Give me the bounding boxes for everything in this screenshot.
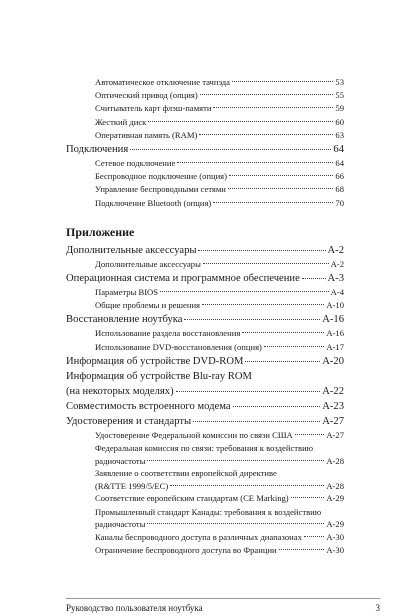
dot-leader [177,162,333,163]
toc-entry-page: A-28 [326,480,344,491]
dot-leader [148,121,333,122]
toc-entry-title: Сетевое подключение [95,158,176,169]
toc-entry-title: Ограничение беспроводного доступа во Франции [95,545,277,556]
toc-entry-page: 59 [335,103,344,114]
dot-leader [264,346,324,347]
toc-entry [66,544,344,557]
toc-entry-title: (на некоторых моделях) [66,385,174,397]
dot-leader [160,291,329,292]
dot-leader [202,304,324,305]
toc-entry-last-line [95,518,344,531]
toc-section-entry [66,399,344,414]
toc-entry-last-line [95,480,344,493]
toc-entry-title: Операционная система и программное обеспечение [66,273,300,285]
toc-entry-title: Дополнительные аксессуары [95,258,201,269]
toc-entry-page: A-29 [326,519,344,530]
toc-section-entry [66,384,344,399]
dot-leader [198,250,325,251]
dot-leader [229,175,333,176]
dot-leader [304,536,324,537]
toc-entry-page: A-29 [326,493,344,504]
table-of-contents [66,76,344,557]
toc-entry-title-line: Заявление о соответствии европейской директиве [95,468,277,479]
toc-entry [66,157,344,170]
toc-entry-multiline [66,467,344,492]
toc-entry-title: Использование DVD-восстановления (опция) [95,341,262,352]
toc-entry [66,286,344,299]
toc-entry [66,76,344,89]
toc-entry [66,531,344,544]
toc-section-entry [66,271,344,286]
toc-entry-title: Жесткий диск [95,116,147,127]
page-number: 3 [375,603,380,613]
toc-entry-title: Удостоверения и стандарты [66,415,192,427]
toc-entry-title: Дополнительные аксессуары [66,244,197,256]
dot-leader [233,406,321,407]
toc-entry-page: A-20 [322,355,344,367]
dot-leader [170,485,324,486]
toc-entry [66,341,344,354]
appendix-heading: Приложение [66,224,135,239]
dot-leader [279,549,325,550]
toc-entry [66,170,344,183]
toc-entry [66,327,344,340]
toc-entry-page: A-30 [326,545,344,556]
toc-entry [66,197,344,210]
toc-entry-page: A-17 [326,341,344,352]
toc-entry-title: Информация об устройстве DVD-ROM [66,355,244,367]
dot-leader [199,134,333,135]
toc-entry-page: 64 [333,144,344,156]
toc-entry-title: Каналы беспроводного доступа в различных диапазонах [95,531,302,542]
toc-entry-page: A-16 [322,314,344,326]
dot-leader [184,319,320,320]
toc-entry-page: A-23 [322,400,344,412]
toc-entry-page: A-30 [326,531,344,542]
toc-entry-page: 66 [335,171,344,182]
toc-entry-title: Восстановление ноутбука [66,314,183,326]
footer-title: Руководство пользователя ноутбука [66,603,203,613]
toc-entry-title: Использование раздела восстановления [95,328,241,339]
toc-entry [66,429,344,442]
toc-entry-title: Совместимость встроенного модема [66,400,231,412]
toc-entry [66,299,344,312]
dot-leader [245,361,320,362]
toc-entry-page: A-10 [326,300,344,311]
toc-entry-title: Общие проблемы и решения [95,300,201,311]
toc-entry-title: Оперативная память (RAM) [95,129,198,140]
toc-entry-page: A-2 [330,258,344,269]
toc-entry-title: Подключение Bluetooth (опция) [95,197,212,208]
toc-section-entry [66,243,344,258]
toc-entry-page: A-22 [322,385,344,397]
dot-leader [295,434,325,435]
toc-entry [66,89,344,102]
toc-section-entry [66,142,344,157]
toc-section-entry [66,354,344,369]
toc-entry-page: A-27 [322,415,344,427]
toc-entry [66,183,344,196]
toc-entry-page: A-2 [327,244,344,256]
toc-entry-last-line [95,455,344,468]
toc-entry-page: 60 [335,116,344,127]
dot-leader [302,278,326,279]
toc-entry-page: 64 [335,158,344,169]
toc-entry [66,129,344,142]
page-footer [66,598,380,613]
toc-entry-multiline [66,442,344,467]
toc-entry-title: Соответствие европейским стандартам (CE Marking) [95,493,289,504]
toc-entry-title: Беспроводное подключение (опция) [95,171,227,182]
dot-leader [228,188,334,189]
toc-entry-title: Управление беспроводными сетями [95,184,226,195]
dot-leader [147,523,324,524]
dot-leader [147,460,324,461]
toc-entry [66,102,344,115]
dot-leader [242,332,324,333]
dot-leader [130,149,331,150]
dot-leader [193,421,320,422]
toc-entry [66,116,344,129]
dot-leader [213,202,333,203]
toc-entry-page: 68 [335,184,344,195]
toc-entry-title: Удостоверение Федеральной комиссии по связи США [95,429,293,440]
toc-entry-title: радиочастоты [95,519,146,530]
toc-section-title-line: Информация об устройстве Blu-ray ROM [66,370,252,382]
toc-entry-title-line: Федеральная комиссия по связи: требования к воздействию [95,443,314,454]
toc-entry-page: 55 [335,90,344,101]
dot-leader [291,497,325,498]
toc-entry-page: 53 [335,77,344,87]
toc-entry [66,492,344,505]
dot-leader [213,107,333,108]
toc-entry-page: A-4 [330,287,344,298]
toc-entry-page: A-3 [327,273,344,285]
toc-entry-multiline [66,506,344,531]
toc-entry-page: 70 [335,197,344,208]
dot-leader [200,94,334,95]
toc-entry-title: Автоматическое отключение тачпэда [95,77,230,87]
dot-leader [232,81,334,82]
toc-section-entry [66,312,344,327]
toc-entry-title: Считыватель карт флэш-памяти [95,103,212,114]
toc-entry-page: A-27 [326,429,344,440]
toc-entry-title: радиочастоты [95,455,146,466]
toc-section-entry [66,414,344,429]
toc-entry-title: Подключения [66,144,129,156]
toc-entry-title: Параметры BIOS [95,287,159,298]
toc-entry-title: Оптический привод (опция) [95,90,198,101]
toc-entry-page: A-16 [326,328,344,339]
dot-leader [176,391,321,392]
toc-entry [66,258,344,271]
toc-entry-page: A-28 [326,455,344,466]
toc-entry-title-line: Промышленный стандарт Канады: требования к воздействию [95,506,322,517]
dot-leader [203,263,329,264]
toc-entry-page: 63 [335,129,344,140]
toc-entry-title: (R&TTE 1999/5/EC) [95,480,169,491]
